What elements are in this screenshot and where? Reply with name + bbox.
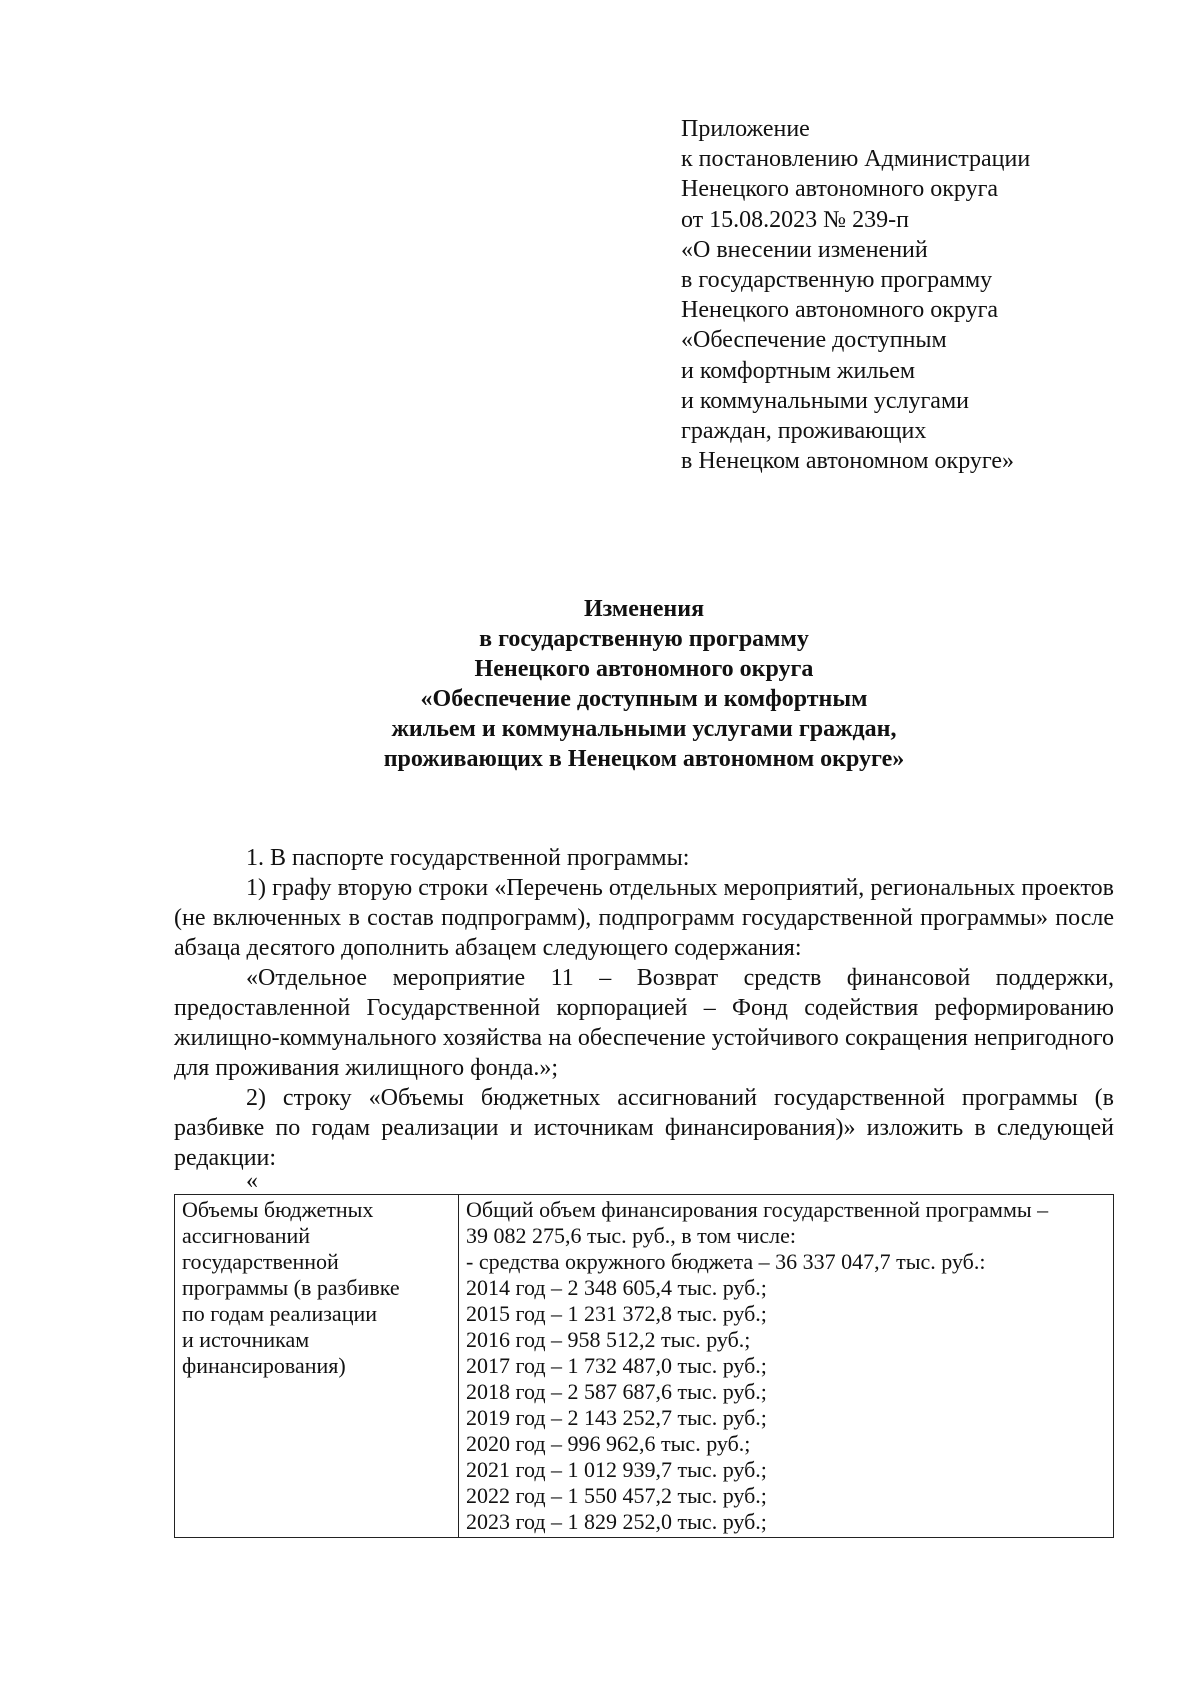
content-line: 2020 год – 996 962,6 тыс. руб.; (466, 1431, 751, 1456)
content-line: Общий объем финансирования государственной программы – (466, 1197, 1049, 1222)
annex-line: и комфортным жильем (681, 357, 916, 384)
annex-line: Ненецкого автономного округа (681, 297, 999, 324)
document-title (170, 594, 1118, 774)
paragraph-quote-measure-11: «Отдельное мероприятие 11 – Возврат средств финансовой поддержки, предоставленной Государственной корпорацией – Фонд содействия реформированию жилищно-коммунального хозяйства на обеспечение устойчивого сокращения непригодного для проживания жилищного фонда.»; (174, 965, 1114, 1081)
content-line: 39 082 275,6 тыс. руб., в том числе: (466, 1223, 796, 1248)
content-line: 2019 год – 2 143 252,7 тыс. руб.; (466, 1405, 767, 1430)
content-line: 2014 год – 2 348 605,4 тыс. руб.; (466, 1275, 767, 1300)
label-line: Объемы бюджетных (182, 1197, 374, 1222)
content-line: 2017 год – 1 732 487,0 тыс. руб.; (466, 1353, 767, 1378)
content-line: 2016 год – 958 512,2 тыс. руб.; (466, 1327, 751, 1352)
title-line: проживающих в Ненецком автономном округе» (383, 746, 905, 772)
table-content-cell (459, 1195, 1114, 1538)
table-label-cell (175, 1195, 459, 1538)
title-line: жильем и коммунальными услугами граждан, (391, 716, 897, 742)
annex-line: Приложение (681, 116, 810, 142)
content-line: 2015 год – 1 231 372,8 тыс. руб.; (466, 1301, 767, 1326)
annex-line: граждан, проживающих (681, 418, 927, 445)
label-line: и источникам (182, 1327, 310, 1352)
paragraph-item-2: 2) строку «Объемы бюджетных ассигнований государственной программы (в разбивке по годам реализации и источникам финансирования)» изложить в следующей редакции: (174, 1085, 1114, 1171)
annex-line: в государственную программу (681, 267, 993, 294)
annex-line: в Ненецком автономном округе» (681, 448, 1015, 475)
title-line: «Обеспечение доступным и комфортным (420, 686, 868, 712)
annex-line: Ненецкого автономного округа (681, 176, 999, 203)
paragraph-passport: 1. В паспорте государственной программы: (246, 845, 690, 871)
content-line: - средства окружного бюджета – 36 337 047,7 тыс. руб.: (466, 1249, 986, 1274)
content-line: 2022 год – 1 550 457,2 тыс. руб.; (466, 1483, 767, 1508)
paragraph-item-1: 1) графу вторую строки «Перечень отдельных мероприятий, региональных проектов (не включенных в состав подпрограмм), подпрограмм государственной программы» после абзаца десятого дополнить абзацем следующего содержания: (174, 875, 1114, 961)
annex-line: к постановлению Администрации (681, 146, 1031, 173)
annex-line: «Обеспечение доступным (681, 327, 947, 354)
title-line: Ненецкого автономного округа (474, 656, 814, 682)
label-line: программы (в разбивке (182, 1275, 400, 1300)
annex-header (681, 114, 1161, 476)
label-line: по годам реализации (182, 1301, 378, 1326)
content-line: 2021 год – 1 012 939,7 тыс. руб.; (466, 1457, 767, 1482)
annex-line: и коммунальными услугами (681, 387, 969, 414)
budget-allocations-table (174, 1194, 1114, 1538)
title-line: в государственную программу (479, 626, 809, 652)
opening-quote-mark: « (246, 1168, 258, 1194)
table-row (175, 1195, 1114, 1538)
label-line: государственной (182, 1249, 339, 1274)
content-line: 2018 год – 2 587 687,6 тыс. руб.; (466, 1379, 767, 1404)
annex-line: от 15.08.2023 № 239-п (681, 206, 909, 233)
document-body (174, 843, 1114, 1173)
content-line: 2023 год – 1 829 252,0 тыс. руб.; (466, 1509, 767, 1534)
label-line: ассигнований (182, 1223, 311, 1248)
title-line: Изменения (583, 596, 705, 622)
annex-line: «О внесении изменений (681, 236, 928, 263)
label-line: финансирования) (182, 1353, 346, 1378)
